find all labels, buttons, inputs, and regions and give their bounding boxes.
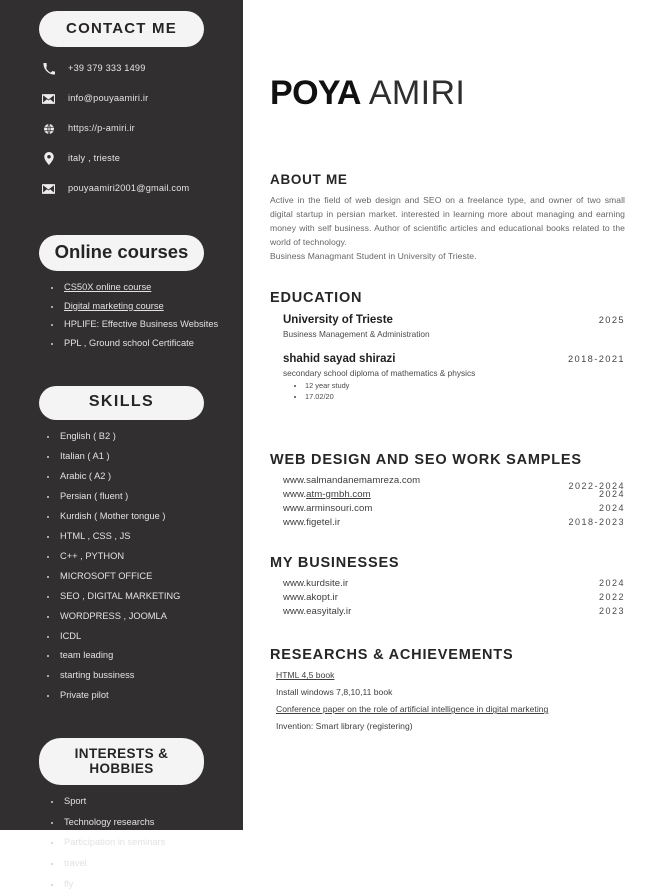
business-year: 2023 xyxy=(598,605,625,616)
list-item: • travel xyxy=(62,858,243,870)
skills-list xyxy=(0,431,243,701)
business-row[interactable] xyxy=(283,578,625,589)
contact-item-label: +39 379 333 1499 xyxy=(68,63,146,74)
location-pin-icon xyxy=(40,151,57,166)
list-item: • C++ , PYTHON xyxy=(58,551,243,563)
work-sample-row[interactable] xyxy=(283,517,625,528)
list-item[interactable] xyxy=(62,301,243,313)
phone-icon xyxy=(40,61,57,76)
list-item: • HTML , CSS , JS xyxy=(58,531,243,543)
list-item: • Technology researchs xyxy=(62,817,243,829)
course-label: HPLIFE: Effective Business Websites xyxy=(64,319,219,330)
list-item: • Sport xyxy=(62,796,243,808)
course-label: PPL , Ground school Certificate xyxy=(64,337,194,348)
list-item: • Kurdish ( Mother tongue ) xyxy=(58,511,243,523)
work-sample-url xyxy=(283,503,372,514)
contact-item-gmail[interactable] xyxy=(0,181,243,196)
research-heading: RESEARCHS & ACHIEVEMENTS xyxy=(270,646,514,663)
business-row[interactable] xyxy=(283,592,625,603)
education-year: 2025 xyxy=(598,314,625,325)
contact-item-label: italy , trieste xyxy=(68,153,121,164)
hobbies-list xyxy=(0,796,243,890)
research-item: Install windows 7,8,10,11 book xyxy=(276,687,393,697)
list-item: • ICDL xyxy=(58,631,243,643)
list-item: • English ( B2 ) xyxy=(58,431,243,443)
work-samples-list xyxy=(270,475,625,528)
contact-item-label: info@pouyaamiri.ir xyxy=(68,93,149,104)
list-item xyxy=(62,319,243,331)
business-year: 2022 xyxy=(598,591,625,602)
contact-item-email[interactable] xyxy=(0,91,243,106)
url-text: www. xyxy=(283,488,307,500)
about-body: Active in the field of web design and SEO on a freelance type, and owner of two small digital startup in persian market. interested in learning more about managing and earning money with self business. Author of scientific articles and educational books related to the world of technology. xyxy=(270,195,625,247)
work-sample-year: 2024 xyxy=(598,488,625,499)
work-samples-section xyxy=(270,452,625,528)
about-last-line: Business Managmant Student in University of Trieste. xyxy=(270,250,477,261)
businesses-list xyxy=(270,578,625,617)
url-text: www.salmandanemamreza.com xyxy=(283,474,421,486)
business-url: www.akopt.ir xyxy=(283,591,338,603)
education-entry-row xyxy=(283,353,625,365)
contact-item-label: https://p-amiri.ir xyxy=(68,123,135,134)
education-institution: shahid sayad shirazi xyxy=(283,352,396,365)
page-title xyxy=(270,76,625,110)
education-heading: EDUCATION xyxy=(270,289,363,306)
work-samples-heading: WEB DESIGN AND SEO WORK SAMPLES xyxy=(270,451,582,468)
business-row[interactable] xyxy=(283,606,625,617)
research-item: Invention: Smart library (registering) xyxy=(276,721,413,732)
education-section xyxy=(270,290,625,402)
about-paragraph xyxy=(270,194,625,264)
online-courses-heading: Online courses xyxy=(39,235,204,271)
education-entry-row xyxy=(283,314,625,326)
education-institution: University of Trieste xyxy=(283,313,393,326)
education-bullets xyxy=(283,380,625,402)
contact-list xyxy=(0,61,243,196)
contact-item-website[interactable] xyxy=(0,121,243,136)
url-text: www.arminsouri.com xyxy=(283,502,373,514)
url-link[interactable]: atm-gmbh.com xyxy=(306,488,371,500)
research-item[interactable]: Conference paper on the role of artificial intelligence in digital marketing xyxy=(276,704,549,715)
work-sample-url xyxy=(283,475,420,486)
research-list xyxy=(270,670,625,733)
list-item: • 17.02/20 xyxy=(305,391,625,402)
envelope-icon xyxy=(40,181,57,196)
work-sample-year: 2024 xyxy=(598,502,625,513)
work-sample-year: 2018-2023 xyxy=(568,516,625,527)
work-sample-year: 2022-2024 xyxy=(568,480,625,491)
work-sample-row[interactable] xyxy=(283,474,625,491)
list-item: • Arabic ( A2 ) xyxy=(58,471,243,483)
main-content xyxy=(243,0,653,830)
businesses-heading: MY BUSINESSES xyxy=(270,554,400,571)
research-item[interactable]: HTML 4,5 book xyxy=(276,669,335,680)
envelope-icon xyxy=(40,91,57,106)
education-entry xyxy=(270,353,625,402)
list-item: • Participation in seminars xyxy=(62,837,243,849)
url-text: www.figetel.ir xyxy=(283,516,341,528)
work-sample-row[interactable] xyxy=(283,503,625,514)
list-item xyxy=(62,338,243,350)
list-item: • starting bussiness xyxy=(58,670,243,682)
list-item[interactable] xyxy=(62,282,243,294)
about-heading: ABOUT ME xyxy=(270,172,348,187)
list-item: • Persian ( fluent ) xyxy=(58,491,243,503)
globe-icon xyxy=(40,121,57,136)
business-year: 2024 xyxy=(598,577,625,588)
contact-item-phone[interactable] xyxy=(0,61,243,76)
education-field: secondary school diploma of mathematics & physics xyxy=(283,367,476,378)
online-courses-list xyxy=(0,282,243,349)
list-item: • 12 year study xyxy=(305,380,625,391)
list-item: • WORDPRESS , JOOMLA xyxy=(58,611,243,623)
first-name: POYA xyxy=(270,74,361,112)
education-entry xyxy=(270,314,625,339)
list-item: • team leading xyxy=(58,650,243,662)
business-url: www.easyitaly.ir xyxy=(283,605,352,617)
business-url: www.kurdsite.ir xyxy=(283,577,349,589)
course-label: Digital marketing course xyxy=(64,300,164,311)
list-item: • MICROSOFT OFFICE xyxy=(58,571,243,583)
education-year: 2018-2021 xyxy=(567,353,625,364)
list-item: • Private pilot xyxy=(58,690,243,702)
businesses-section xyxy=(270,555,625,617)
contact-me-heading: CONTACT ME xyxy=(39,11,204,47)
contact-item-label: pouyaamiri2001@gmail.com xyxy=(68,183,190,194)
list-item: • SEO , DIGITAL MARKETING xyxy=(58,591,243,603)
education-field: Business Management & Administration xyxy=(283,328,430,339)
work-sample-url xyxy=(283,517,340,528)
list-item: • fly xyxy=(62,879,243,890)
interests-hobbies-heading: INTERESTS & HOBBIES xyxy=(39,738,204,785)
last-name: AMIRI xyxy=(360,74,466,112)
course-label: CS50X online course xyxy=(64,282,152,292)
skills-heading: SKILLS xyxy=(39,386,204,420)
about-section xyxy=(270,172,625,264)
contact-item-location[interactable] xyxy=(0,151,243,166)
research-section xyxy=(270,647,625,733)
list-item: • Italian ( A1 ) xyxy=(58,451,243,463)
work-sample-url xyxy=(283,489,371,500)
sidebar xyxy=(0,0,243,889)
